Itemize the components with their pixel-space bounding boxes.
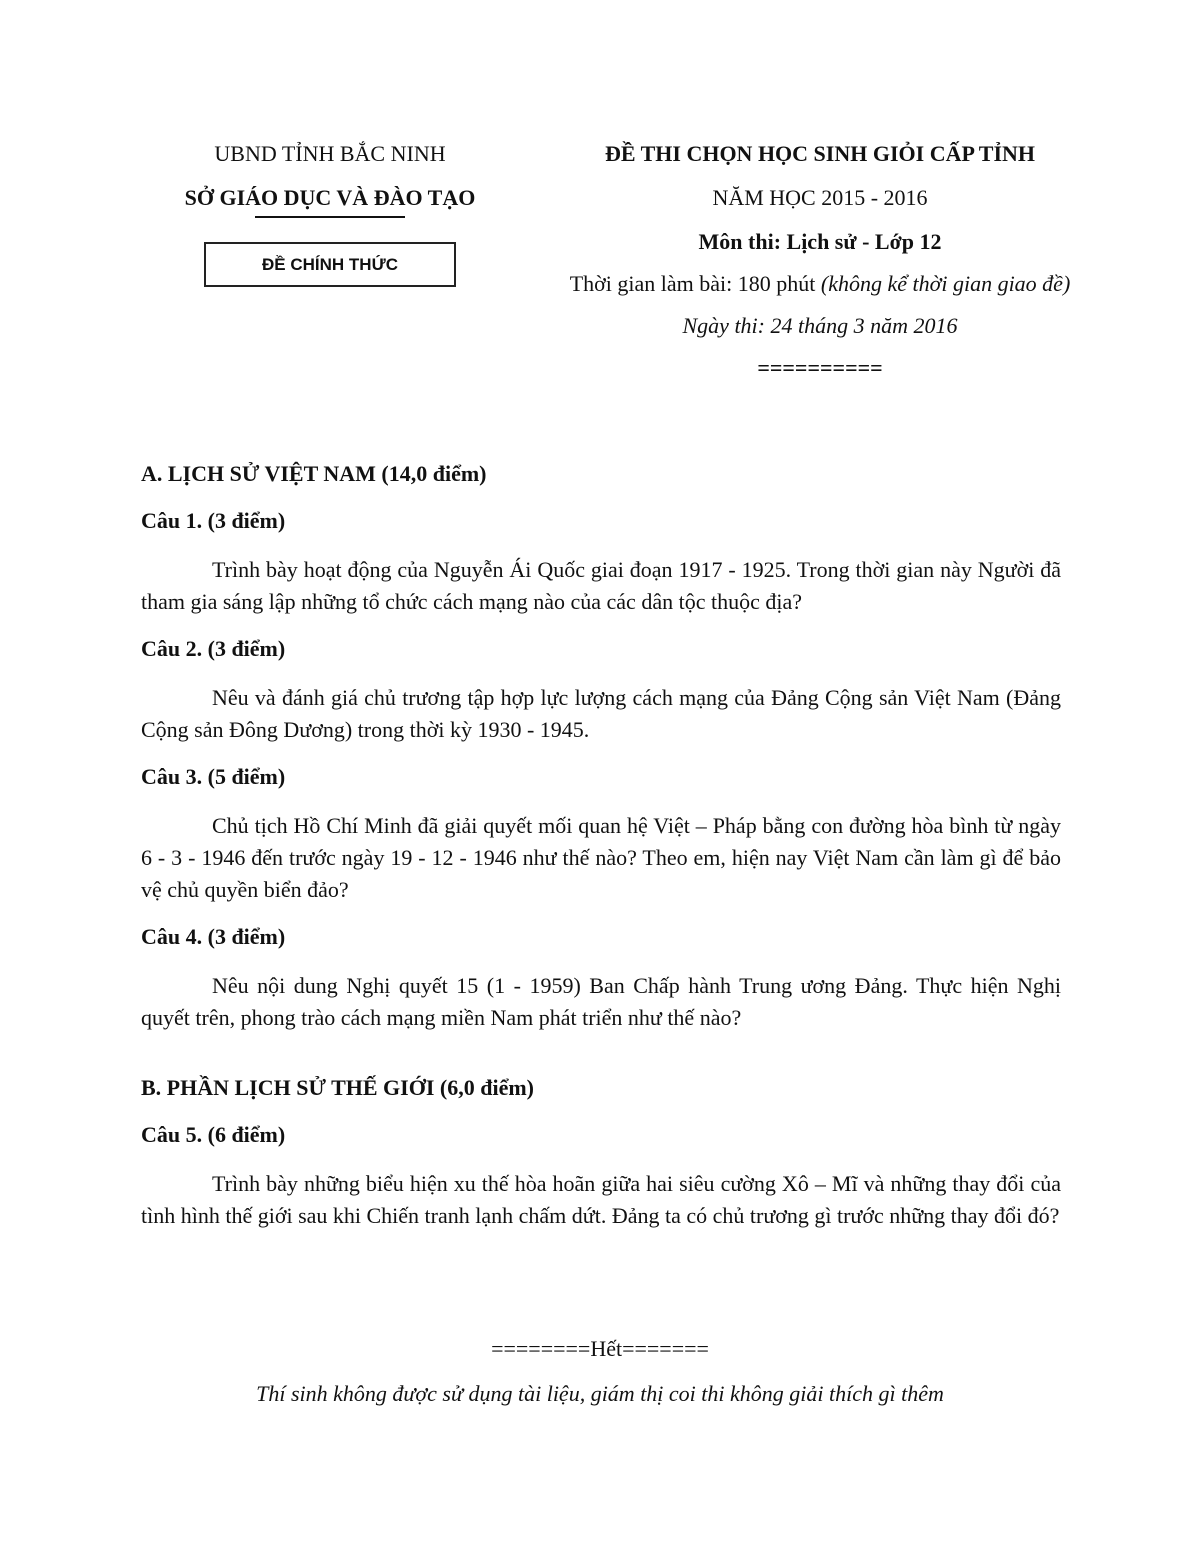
section-spacer — [141, 1034, 1061, 1072]
question-text: Trình bày những biểu hiện xu thế hòa hoãn giữa hai siêu cường Xô – Mĩ và những thay đổi của tình hình thế giới sau khi Chiến tranh lạnh chấm dứt. Đảng ta có chủ trương gì trước những thay đổi đó? — [141, 1171, 1061, 1228]
candidate-note: Thí sinh không được sử dụng tài liệu, giám thị coi thi không giải thích gì thêm — [256, 1381, 944, 1406]
question-text: Nêu nội dung Nghị quyết 15 (1 - 1959) Ban Chấp hành Trung ương Đảng. Thực hiện Nghị quyết trên, phong trào cách mạng miền Nam phát triển như thế nào? — [141, 973, 1061, 1030]
question-text: Nêu và đánh giá chủ trương tập hợp lực lượng cách mạng của Đảng Cộng sản Việt Nam (Đảng Cộng sản Đông Dương) trong thời kỳ 1930 - 1945. — [141, 685, 1061, 742]
official-label-box — [204, 242, 456, 287]
department-name: SỞ GIÁO DỤC VÀ ĐÀO TẠO — [184, 185, 476, 210]
question-label: Câu 3. (5 điểm) — [141, 764, 286, 789]
header-divider: ========== — [757, 355, 883, 380]
section-b-title: B. PHẦN LỊCH SỬ THẾ GIỚI (6,0 điểm) — [141, 1075, 534, 1100]
agency-name: UBND TỈNH BẮC NINH — [214, 141, 446, 166]
duration-note: (không kể thời gian giao đề) — [820, 271, 1071, 296]
school-year: NĂM HỌC 2015 - 2016 — [712, 185, 928, 210]
question-label: Câu 4. (3 điểm) — [141, 924, 286, 949]
exam-date: Ngày thi: 24 tháng 3 năm 2016 — [682, 313, 958, 338]
header-left — [150, 138, 510, 218]
question-text: Chủ tịch Hồ Chí Minh đã giải quyết mối quan hệ Việt – Pháp bằng con đường hòa bình từ ngày 6 - 3 - 1946 đến trước ngày 19 - 12 - 1946 như thế nào? Theo em, hiện nay Việt Nam cần làm gì để bảo vệ chủ quyền biển đảo? — [141, 813, 1061, 902]
question-text: Trình bày hoạt động của Nguyễn Ái Quốc giai đoạn 1917 - 1925. Trong thời gian này Người đã tham gia sáng lập những tổ chức cách mạng nào của các dân tộc thuộc địa? — [141, 557, 1061, 614]
exam-content — [141, 458, 1061, 1232]
official-label: ĐỀ CHÍNH THỨC — [262, 254, 398, 274]
question-label: Câu 1. (3 điểm) — [141, 508, 286, 533]
exam-subject: Môn thi: Lịch sử - Lớp 12 — [698, 229, 942, 254]
exam-duration — [520, 268, 1120, 300]
header-right — [520, 138, 1120, 384]
end-mark: ========Hết======= — [491, 1336, 709, 1361]
duration-text: Thời gian làm bài: 180 phút — [569, 271, 816, 296]
section-a-title: A. LỊCH SỬ VIỆT NAM (14,0 điểm) — [141, 461, 487, 486]
exam-title: ĐỀ THI CHỌN HỌC SINH GIỎI CẤP TỈNH — [604, 141, 1036, 166]
department-underline — [255, 216, 405, 218]
question-label: Câu 2. (3 điểm) — [141, 636, 286, 661]
question-label: Câu 5. (6 điểm) — [141, 1122, 286, 1147]
